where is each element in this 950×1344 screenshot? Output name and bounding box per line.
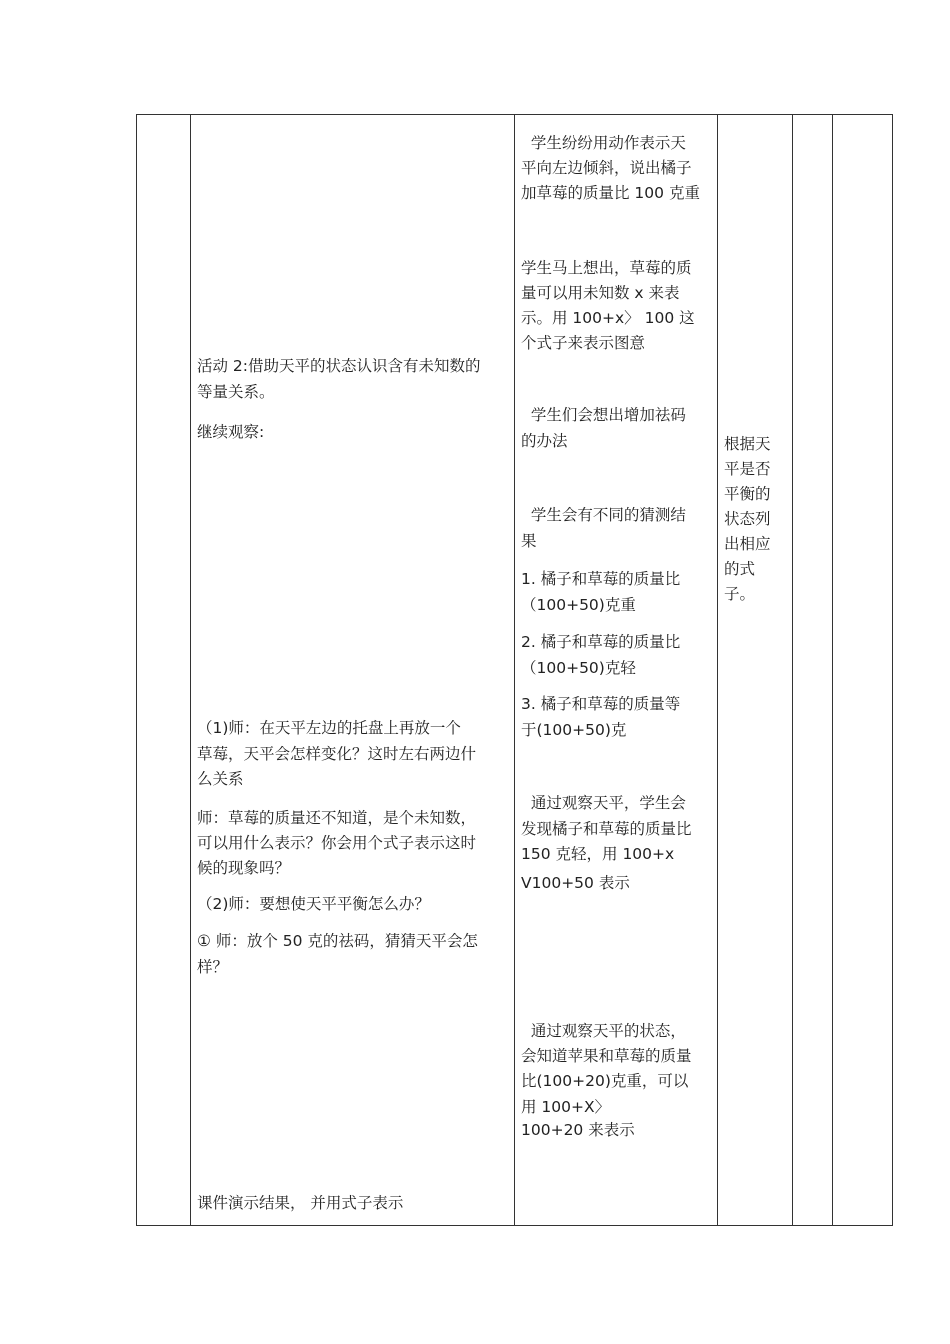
- student-response-text: 比(100+20)克重，可以: [521, 1072, 689, 1090]
- student-response-text: 学生纷纷用动作表示天: [521, 134, 686, 152]
- teacher-question-text: （1)师：在天平左边的托盘上再放一个: [197, 719, 461, 737]
- student-response-text: 果: [521, 532, 537, 550]
- teacher-question-text: 候的现象吗？: [197, 859, 291, 877]
- intent-text: 根据天: [724, 435, 771, 453]
- intent-text: 状态列: [724, 510, 771, 528]
- continue-observe-text: 继续观察:: [197, 423, 265, 441]
- guess-item: （100+50)克轻: [521, 659, 636, 677]
- student-response-text: 学生马上想出，草莓的质: [521, 259, 692, 277]
- student-response-text: 学生们会想出增加祛码: [521, 406, 686, 424]
- guess-item: 于(100+50)克: [521, 721, 627, 739]
- student-response-text: 会知道苹果和草莓的质量: [521, 1047, 692, 1065]
- activity-title-line: 活动 2:借助天平的状态认识含有未知数的: [197, 357, 481, 375]
- teacher-question-text: 样？: [197, 958, 229, 976]
- teacher-question-text: 草莓，天平会怎样变化？这时左右两边什: [197, 745, 477, 763]
- student-response-text: 平向左边倾斜，说出橘子: [521, 159, 692, 177]
- student-response-text: 用 100+X〉: [521, 1098, 611, 1116]
- guess-item: （100+50)克重: [521, 596, 636, 614]
- student-response-text: 通过观察天平的状态，: [521, 1022, 686, 1040]
- column-divider: [792, 115, 793, 1225]
- student-response-text: 个式子来表示图意: [521, 334, 646, 352]
- lesson-plan-table: [136, 114, 893, 1226]
- student-response-text: 的办法: [521, 432, 568, 450]
- intent-text: 子。: [724, 585, 756, 603]
- column-divider: [832, 115, 833, 1225]
- intent-text: 平是否: [724, 460, 771, 478]
- student-response-text: 加草莓的质量比 100 克重: [521, 184, 700, 202]
- student-response-text: 150 克轻，用 100+x: [521, 845, 675, 863]
- intent-text: 平衡的: [724, 485, 771, 503]
- teacher-question-text: 么关系: [197, 770, 244, 788]
- student-response-text: 示。用 100+x〉 100 这: [521, 309, 695, 327]
- teacher-question-text: （2)师：要想使天平平衡怎么办？: [197, 895, 430, 913]
- guess-item: 3. 橘子和草莓的质量等: [521, 695, 681, 713]
- courseware-text: 课件演示结果， 并用式子表示: [197, 1194, 404, 1212]
- guess-item: 1. 橘子和草莓的质量比: [521, 570, 681, 588]
- intent-text: 的式: [724, 560, 756, 578]
- intent-text: 出相应: [724, 535, 771, 553]
- student-response-text: 发现橘子和草莓的质量比: [521, 820, 692, 838]
- column-divider: [717, 115, 718, 1225]
- student-response-text: 学生会有不同的猜测结: [521, 506, 686, 524]
- guess-item: 2. 橘子和草莓的质量比: [521, 633, 681, 651]
- column-divider: [190, 115, 191, 1225]
- teacher-question-text: 可以用什么表示？你会用个式子表示这时: [197, 834, 477, 852]
- column-divider: [514, 115, 515, 1225]
- student-response-text: 通过观察天平，学生会: [521, 794, 686, 812]
- student-response-text: 量可以用未知数 x 来表: [521, 284, 680, 302]
- student-response-text: 100+20 来表示: [521, 1121, 635, 1139]
- student-response-text: V100+50 表示: [521, 874, 630, 892]
- teacher-question-text: 师：草莓的质量还不知道，是个未知数，: [197, 809, 477, 827]
- activity-title-line: 等量关系。: [197, 383, 275, 401]
- teacher-question-text: ① 师：放个 50 克的祛码，猜猜天平会怎: [197, 932, 478, 950]
